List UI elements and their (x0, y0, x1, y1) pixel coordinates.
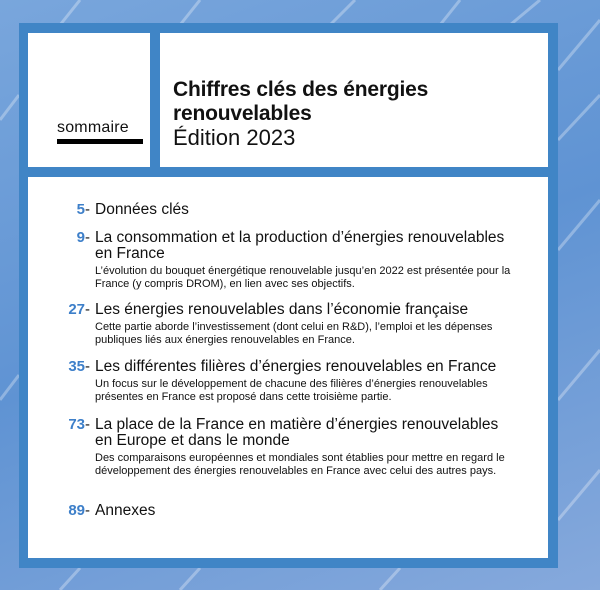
toc-description: Cette partie aborde l’investissement (dont celui en R&D), l’emploi et les dépenses publiques liés aux énergies renouvelables en France. (95, 321, 493, 346)
sommaire-panel (28, 33, 150, 167)
toc-page-number: 5 (76, 201, 85, 218)
toc-page-number: 9 (76, 229, 85, 246)
sommaire-underline (57, 139, 143, 144)
toc-description: Des comparaisons européennes et mondiales sont établies pour mettre en regard le développement des énergies renouvelables en France avec celui des autres pays. (95, 452, 505, 477)
separator: - (85, 502, 90, 519)
toc-title: Annexes (95, 502, 156, 519)
contents-frame (19, 23, 558, 568)
toc-description: L’évolution du bouquet énergétique renouvelable jusqu’en 2022 est présentée pour la France (y compris DROM), en lien avec ses objectifs. (95, 265, 511, 290)
separator: - (85, 301, 90, 318)
toc-page-number: 89 (68, 502, 85, 519)
toc-description: Un focus sur le développement de chacune des filières d’énergies renouvelables présentes en France est proposé dans cette troisième partie. (95, 378, 488, 403)
document-title: Chiffres clés des énergies renouvelables (173, 78, 429, 125)
sommaire-heading: sommaire (57, 119, 129, 136)
toc-title: La place de la France en matière d’énergies renouvelables en Europe et dans le monde (95, 416, 499, 449)
separator: - (85, 229, 90, 246)
toc-page-number: 27 (68, 301, 85, 318)
table-of-contents (28, 177, 548, 558)
toc-title: Les différentes filières d’énergies renouvelables en France (95, 358, 497, 375)
separator: - (85, 201, 90, 218)
title-panel (160, 33, 548, 167)
toc-title: Données clés (95, 201, 189, 218)
toc-title: Les énergies renouvelables dans l’économie française (95, 301, 469, 318)
toc-page-number: 35 (68, 358, 85, 375)
toc-page-number: 73 (68, 416, 85, 433)
toc-title: La consommation et la production d’énergies renouvelables en France (95, 229, 505, 262)
separator: - (85, 416, 90, 433)
edition-label: Édition 2023 (173, 125, 296, 150)
separator: - (85, 358, 90, 375)
